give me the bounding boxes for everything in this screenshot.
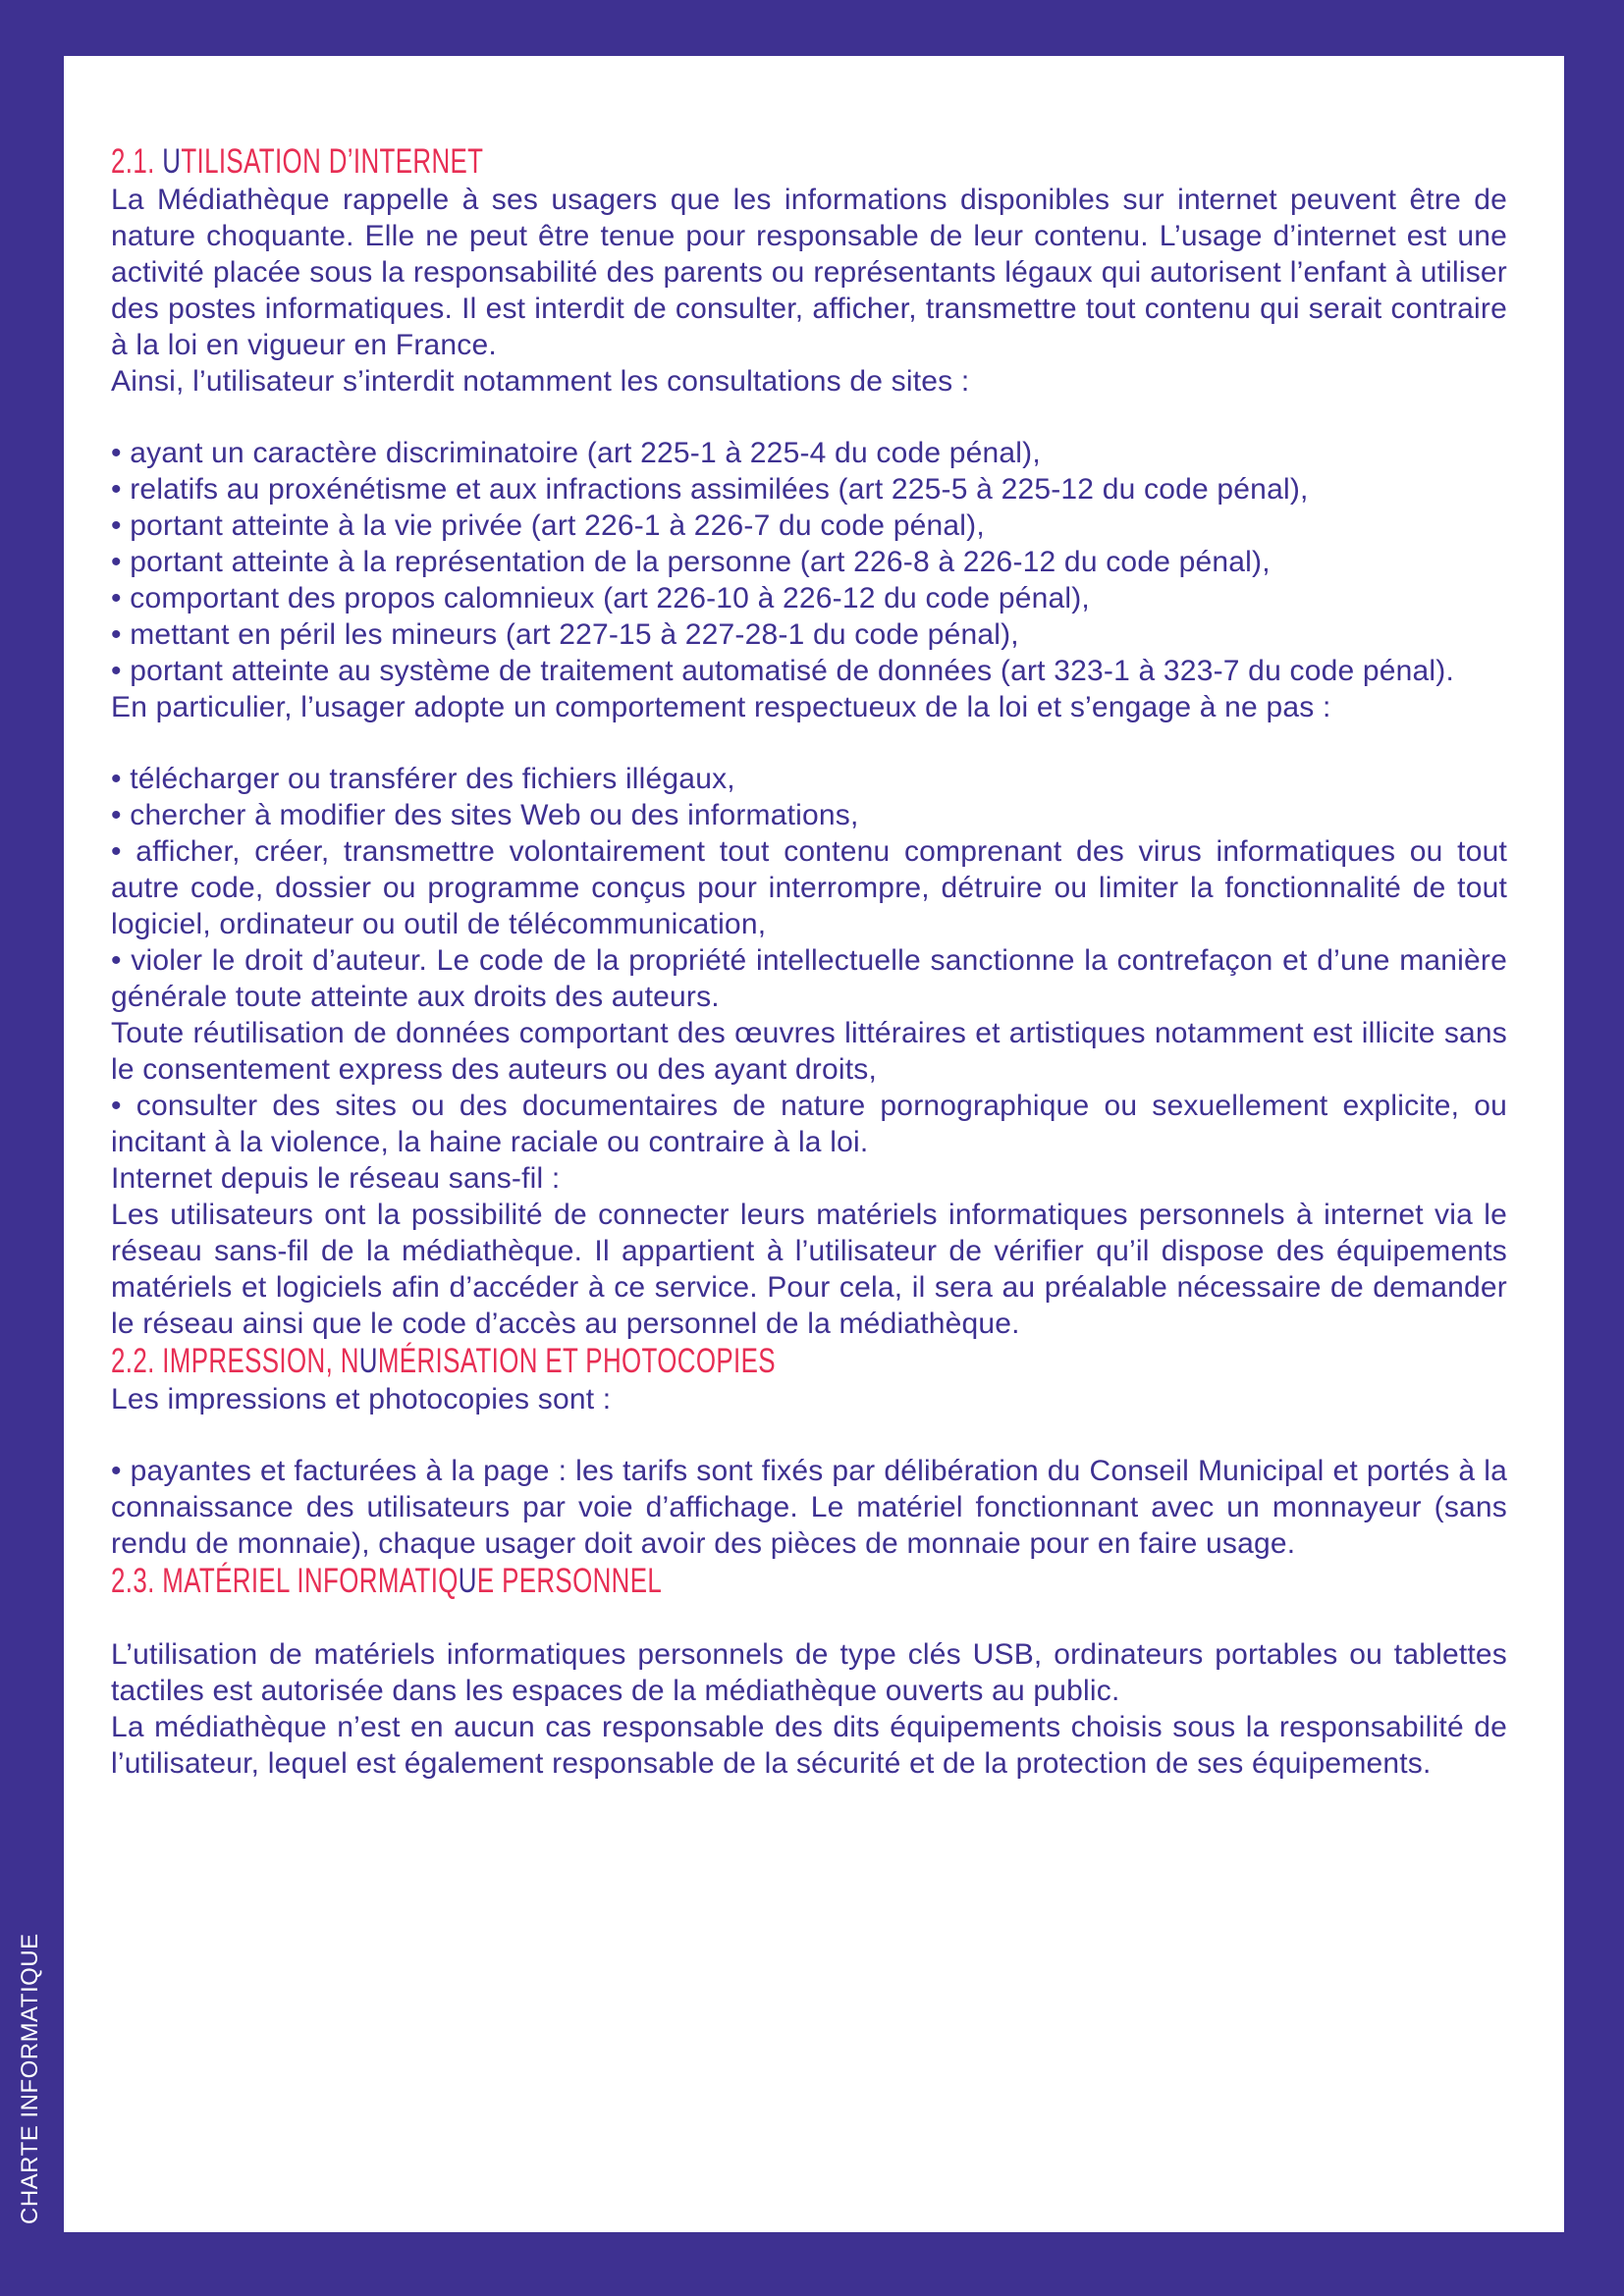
engagements-intro-paragraph: En particulier, l’usager adopte un comportement respectueux de la loi et s’engage à ne pas : <box>111 691 1331 723</box>
list-item: • portant atteinte au système de traitement automatisé de données (art 323-1 à 323-7 du code pénal). <box>111 655 1455 687</box>
list-item: • ayant un caractère discriminatoire (art 225-1 à 225-4 du code pénal), <box>111 437 1041 469</box>
wifi-paragraph: Les utilisateurs ont la possibilité de connecter leurs matériels informatiques personnels à internet via le réseau sans-fil de la médiathèque. Il appartient à l’utilisateur de vérifier qu’il dispose des équipements matériels et logiciels afin d’accéder à ce service. Pour cela, il sera au préalable nécessaire de demander le réseau ainsi que le code d’accès au personnel de la médiathèque. <box>111 1199 1507 1340</box>
personal-equipment-paragraphs <box>111 1636 1507 1782</box>
heading-text-red: 2.1. <box>111 142 163 181</box>
section-heading-2-1 <box>111 142 1507 182</box>
wifi-subtitle: Internet depuis le réseau sans-fil : <box>111 1162 561 1195</box>
section-heading-2-2 <box>111 1342 1507 1381</box>
list-item: • consulter des sites ou des documentaires de nature pornographique ou sexuellement explicite, ou incitant à la violence, la haine raciale ou contraire à la loi. <box>111 1090 1507 1158</box>
list-item: • portant atteinte à la vie privée (art 226-1 à 226-7 du code pénal), <box>111 509 985 542</box>
printing-intro-paragraph: Les impressions et photocopies sont : <box>111 1383 612 1415</box>
intro-paragraph: La Médiathèque rappelle à ses usagers que les informations disponibles sur internet peuvent être de nature choquante. Elle ne peut être tenue pour responsable de leur contenu. L’usage d’internet est une activité placée sous la responsabilité des parents ou représentants légaux qui autorisent l’enfant à utiliser des postes informatiques. Il est interdit de consulter, afficher, transmettre tout contenu qui serait contraire à la loi en vigueur en France. <box>111 184 1507 361</box>
document-page <box>64 56 1564 2232</box>
heading-text-red: 2.3. MATÉRIEL INFORMATIQ <box>111 1562 459 1600</box>
list-item: • relatifs au proxénétisme et aux infractions assimilées (art 225-5 à 225-12 du code pénal), <box>111 473 1309 506</box>
list-item: • afficher, créer, transmettre volontairement tout contenu comprenant des virus informatiques ou tout autre code, dossier ou programme conçus pour interrompre, détruire ou limiter la fonctionnalité de tout logiciel, ordinateur ou outil de télécommunication, <box>111 835 1507 940</box>
list-item: • mettant en péril les mineurs (art 227-15 à 227-28-1 du code pénal), <box>111 618 1019 651</box>
printing-rules-list <box>111 1453 1507 1562</box>
document-body <box>111 142 1507 1782</box>
list-item: • violer le droit d’auteur. Le code de la propriété intellectuelle sanctionne la contrefaçon et d’une manière générale toute atteinte aux droits des auteurs. <box>111 944 1507 1013</box>
list-item: • payantes et facturées à la page : les tarifs sont fixés par délibération du Conseil Municipal et portés à la connaissance des utilisateurs par voie d’affichage. Le matériel fonctionnant avec un monnayeur (sans rendu de monnaie), chaque usager doit avoir des pièces de monnaie pour en faire usage. <box>111 1455 1507 1560</box>
list-item: • portant atteinte à la représentation de la personne (art 226-8 à 226-12 du code pénal), <box>111 546 1271 578</box>
user-engagements-list <box>111 761 1507 1160</box>
heading-letter-blue: U <box>458 1562 477 1600</box>
heading-letter-blue: U <box>162 142 182 181</box>
personal-equipment-paragraph: La médiathèque n’est en aucun cas responsable des dits équipements choisis sous la responsabilité de l’utilisateur, lequel est également responsable de la sécurité et de la protection de ses équipements. <box>111 1711 1507 1780</box>
heading-text-red: E PERSONNEL <box>476 1562 663 1600</box>
sites-intro-paragraph: Ainsi, l’utilisateur s’interdit notamment les consultations de sites : <box>111 365 970 398</box>
list-item: • comportant des propos calomnieux (art 226-10 à 226-12 du code pénal), <box>111 582 1090 614</box>
list-item-continuation: Toute réutilisation de données comportant des œuvres littéraires et artistiques notamment est illicite sans le consentement express des auteurs ou des ayant droits, <box>111 1017 1507 1086</box>
heading-letter-blue: U <box>358 1342 378 1380</box>
list-item: • télécharger ou transférer des fichiers illégaux, <box>111 763 735 795</box>
heading-text-red: MÉRISATION ET PHOTOCOPIES <box>377 1342 776 1380</box>
prohibited-sites-list <box>111 435 1507 689</box>
personal-equipment-paragraph: L’utilisation de matériels informatiques personnels de type clés USB, ordinateurs portables ou tablettes tactiles est autorisée dans les espaces de la médiathèque ouverts au public. <box>111 1638 1507 1707</box>
heading-text-red: 2.2. IMPRESSION, N <box>111 1342 359 1380</box>
section-heading-2-3 <box>111 1562 1507 1601</box>
heading-text-red: TILISATION D’INTERNET <box>181 142 484 181</box>
list-item: • chercher à modifier des sites Web ou des informations, <box>111 799 859 831</box>
sidebar-vertical-label: CHARTE INFORMATIQUE <box>17 1933 43 2224</box>
